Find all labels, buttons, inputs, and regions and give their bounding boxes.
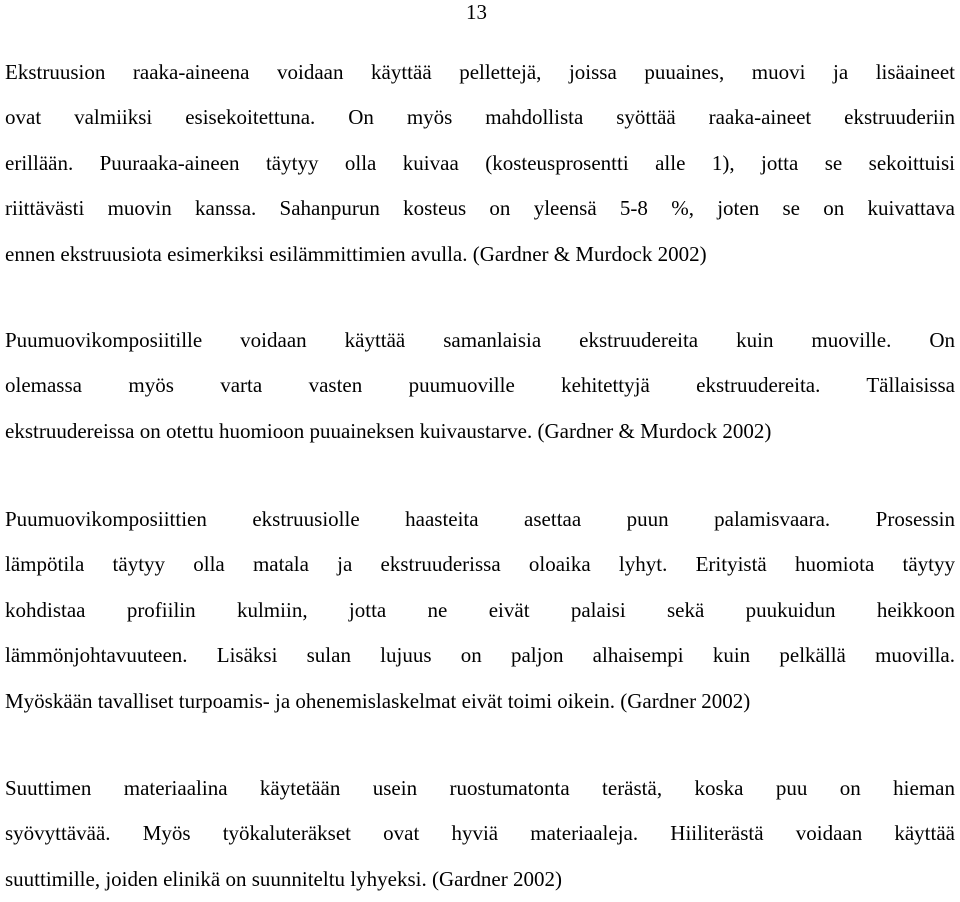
text-line: Puumuovikomposiittien ekstruusiolle haasteita asettaa puun palamisvaara. Prosessin bbox=[5, 507, 955, 531]
text-line: erillään. Puuraaka-aineen täytyy olla kuivaa (kosteusprosentti alle 1), jotta se sekoittuisi bbox=[5, 150, 955, 175]
text-line: Ekstruusion raaka-aineena voidaan käyttää pellettejä, joissa puuaines, muovi ja lisäaineet bbox=[5, 60, 955, 84]
text-line: Puumuovikomposiitille voidaan käyttää samanlaisia ekstruudereita kuin muoville. On bbox=[5, 328, 955, 352]
text-line: Myöskään tavalliset turpoamis- ja ohenemislaskelmat eivät toimi oikein. (Gardner 2002) bbox=[5, 688, 751, 713]
page-number: 13 bbox=[466, 0, 487, 24]
text-line: Suuttimen materiaalina käytetään usein ruostumatonta terästä, koska puu on hieman bbox=[5, 776, 955, 800]
text-line: ovat valmiiksi esisekoitettuna. On myös mahdollista syöttää raaka-aineet ekstruuderiin bbox=[5, 105, 955, 130]
text-line: lämmönjohtavuuteen. Lisäksi sulan lujuus on paljon alhaisempi kuin pelkällä muovilla. bbox=[5, 643, 955, 668]
text-line: riittävästi muovin kanssa. Sahanpurun kosteus on yleensä 5-8 %, joten se on kuivattava bbox=[5, 196, 955, 221]
paragraph-4 bbox=[5, 766, 955, 902]
text-line: lämpötila täytyy olla matala ja ekstruuderissa oloaika lyhyt. Erityistä huomiota täytyy bbox=[5, 552, 955, 577]
text-line: olemassa myös varta vasten puumuoville kehitettyjä ekstruudereita. Tällaisissa bbox=[5, 373, 955, 398]
text-line: ekstruudereissa on otettu huomioon puuaineksen kuivaustarve. (Gardner & Murdock 2002) bbox=[5, 418, 772, 443]
paragraph-1 bbox=[5, 50, 955, 277]
text-line: syövyttävää. Myös työkaluteräkset ovat hyviä materiaaleja. Hiiliterästä voidaan käyttää bbox=[5, 821, 955, 846]
text-line: kohdistaa profiilin kulmiin, jotta ne eivät palaisi sekä puukuidun heikkoon bbox=[5, 597, 955, 622]
paragraph-3 bbox=[5, 497, 955, 724]
text-line: ennen ekstruusiota esimerkiksi esilämmittimien avulla. (Gardner & Murdock 2002) bbox=[5, 241, 707, 266]
text-line: suuttimille, joiden elinikä on suunniteltu lyhyeksi. (Gardner 2002) bbox=[5, 866, 562, 891]
paragraph-2 bbox=[5, 318, 955, 454]
